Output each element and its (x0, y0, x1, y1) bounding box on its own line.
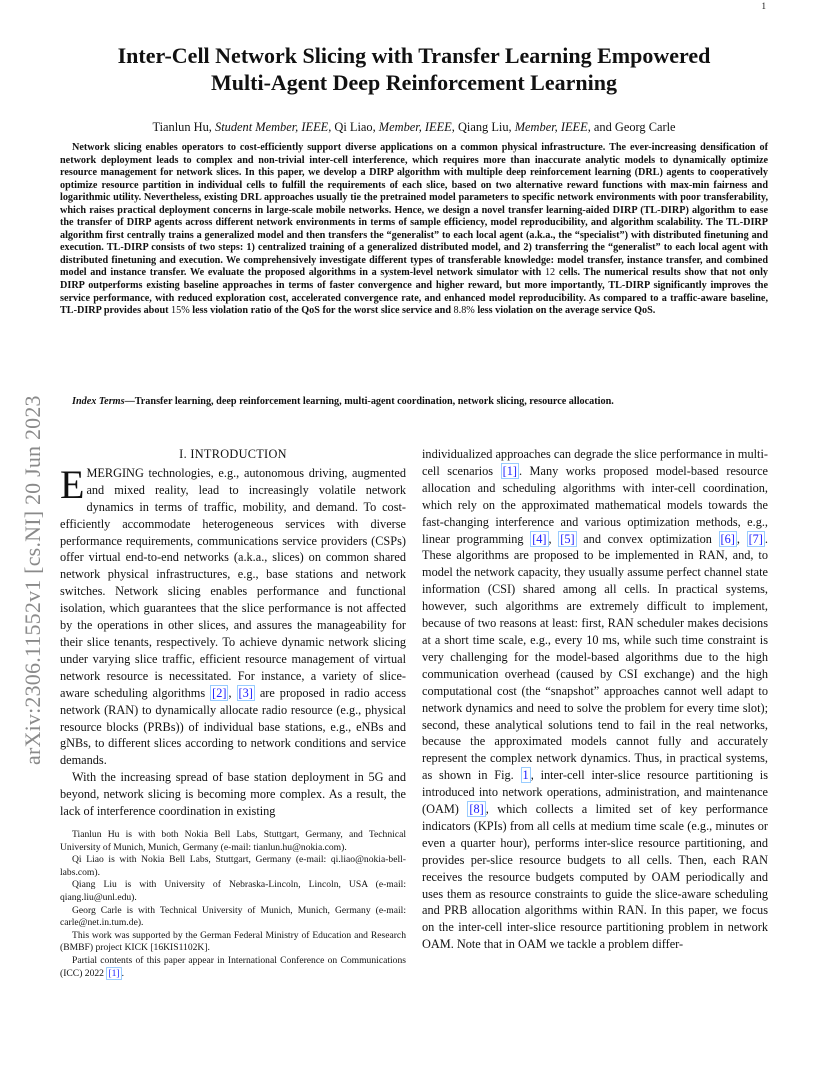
footnote-4: Georg Carle is with Technical University of Munich, Munich, Germany (e-mail: carle@net.in.tum.de). (60, 904, 406, 929)
right-text-f: . These algorithms are proposed to be implemented in RAN, and, to model the network capacity, they usually assume perfect channel state information (CSI) shared among all cells. In practical systems, however, such algorithms are extremely difficult to implement, because of two reasons at least: first, RAN scheduler makes decisions at a short time scale, e.g., every 10 ms, while such time constraint is very challenging for the model-based algorithms due to the high communication overhead (caused by CSI exchange) and the high computational cost (the “snapshot” approaches cannot well adapt to network dynamics and need to solve the problem for every time slot); second, these analytical solutions tend to fail in the real networks, because the approximated models cannot fully and accurately represent the complex network dynamics. Thus, in practical systems, as shown in Fig. (422, 531, 768, 783)
author-4: , and Georg Carle (587, 120, 676, 134)
right-text-d: and convex optimization (576, 531, 719, 546)
author-1-role: Student Member, IEEE (215, 120, 329, 134)
arxiv-identifier[interactable]: arXiv:2306.11552v1 [cs.NI] 20 Jun 2023 (20, 395, 45, 765)
intro-text-1a: MERGING technologies, e.g., autonomous driving, augmented and mixed reality, lead to increasingly volatile network dynamics in terms of traffic, mobility, and demand. To cost-efficiently accommodate heterogeneous services with diverse performance requirements, communications service providers (CSPs) offer virtual end-to-end networks (a.k.a., slices) on common shared network physical infrastructures, e.g., base stations and network switches. Network slicing enables performance and functional isolation, which guarantees that the slice performance is not affected by the operations in other slices, and assures the manageability for their slice tenants, respectively. To achieve dynamic network slicing under varying slice traffic, efficient resource management of virtual network resource is necessitated. For instance, a variety of slice-aware scheduling algorithms (60, 465, 406, 700)
section-heading-introduction: I. INTRODUCTION (179, 447, 287, 461)
paper-title (60, 42, 768, 96)
abstract-cells-number: 12 (544, 267, 556, 279)
abstract (60, 142, 768, 318)
footnote-citation-1[interactable]: [1] (108, 967, 120, 979)
footnote-6 (60, 955, 406, 980)
author-1: Tianlun Hu, (152, 120, 215, 134)
abstract-text-2: cells. The numerical results show that not only DIRP outperforms existing baseline approaches in terms of faster convergence and higher reward, but more importantly, TL-DIRP significantly improves the service performance, with reduced exploration cost, accelerated convergence rate, and enhanced model reproducibility. As compared to a traffic-aware baseline, TL-DIRP provides about (60, 267, 768, 317)
right-text-g: , inter-cell inter-slice resource partitioning is introduced into network operations, administration, and maintenance (OAM) (422, 768, 768, 817)
right-text-h: , which collects a limited set of key performance indicators (KPIs) from all cells at medium time scale (e.g., minutes or even a quarter hour), performs inter-slice resource partitioning, and provides per-slice resource budgets to all cells. Then, each RAN receives the resource budgets computed by OAM periodically and uses them as resource constraints to guide the slice-aware scheduling and PRB allocation algorithms within RAN. In this paper, we focus on the inter-cell inter-slice resource partitioning problem in network OAM. Note that in OAM we tackle a problem differ- (422, 802, 769, 952)
title-line-1: Inter-Cell Network Slicing with Transfer Learning Empowered (117, 43, 711, 68)
index-terms (60, 395, 768, 408)
author-3-role: Member, IEEE (514, 120, 588, 134)
author-2-role: Member, IEEE (378, 120, 452, 134)
citation-8[interactable]: [8] (469, 802, 484, 817)
footnote-6-text: Partial contents of this paper appear in International Conference on Communications (ICC) 2022 (60, 954, 406, 979)
index-terms-label: Index Terms (72, 396, 125, 407)
citation-7[interactable]: [7] (748, 531, 763, 546)
intro-paragraph-1 (60, 461, 407, 769)
author-3: , Qiang Liu, (451, 120, 515, 134)
abstract-text-1: Network slicing enables operators to cost-efficiently support diverse applications on a common physical infrastructure. The ever-increasing densification of network deployment leads to complex and non-trivial inter-cell interference, which requires more than inaccurate analytic models to dynamically optimize resource management for network slices. In this paper, we develop a DIRP algorithm with multiple deep reinforcement learning (DRL) agents to cooperatively optimize resource partition in individual cells to fulfill the requirements of each slice, based on two alternative reward functions with max-min fairness and logarithmic utility. Nevertheless, existing DRL approaches usually tie the pretrained model parameters to specific network environments with poor transferability, which raises practical deployment concerns in large-scale mobile networks. Hence, we design a novel transfer learning-aided DIRP (TL-DIRP) algorithm to ease the transfer of DIRP agents across different network environments in terms of sample efficiency, model reproducibility, and algorithm scalability. The TL-DIRP algorithm first centrally trains a generalized model and then transfers the “generalist” to each local agent (a.k.a., the “specialist”) with distributed finetuning and execution. TL-DIRP consists of two steps: 1) centralized training of a generalized distributed model, and 2) transferring the “generalist” to each local agent with distributed finetuning and execution. We comprehensively investigate different types of transferable knowledge: model transfer, instance transfer, and combined model and instance transfer. We evaluate the proposed algorithms in a system-level network simulator with (60, 142, 768, 279)
intro-paragraph-2: With the increasing spread of base station deployment in 5G and beyond, network slicing is becoming more complex. As a result, the lack of interference coordination in existing (60, 770, 406, 819)
citation-6[interactable]: [6] (720, 531, 735, 546)
right-text-e: , (736, 531, 747, 546)
index-terms-text: —Transfer learning, deep reinforcement learning, multi-agent coordination, network slicing, resource allocation. (124, 396, 614, 407)
left-column (60, 446, 406, 820)
intro-text-1b: , (228, 685, 237, 700)
abstract-text-4: less violation on the average service QoS. (474, 305, 656, 317)
abstract-percent-1: 15% (171, 305, 190, 317)
right-text-a: individualized approaches can degrade the slice performance in multi-cell scenarios (422, 447, 768, 478)
citation-1[interactable]: [1] (502, 463, 517, 478)
footnote-3: Qiang Liu is with University of Nebraska-Lincoln, Lincoln, USA (e-mail: qiang.liu@unl.edu). (60, 879, 406, 903)
right-text-c: , (548, 531, 559, 546)
footnote-6-end: . (121, 967, 124, 979)
page-number: 1 (761, 1, 766, 11)
abstract-text-3: less violation ratio of the QoS for the worst slice service and (189, 305, 454, 317)
intro-text-1c: are proposed in radio access network (RAN) to dynamically allocate radio resource (e.g., physical resource blocks (PRBs)) of individual base stations, e.g., eNBs and gNBs, to different slices according to network conditions and service demands. (60, 685, 407, 768)
footnotes (60, 829, 406, 980)
citation-4[interactable]: [4] (532, 531, 547, 546)
right-paragraph-1 (422, 446, 768, 953)
figure-1-link[interactable]: 1 (522, 768, 529, 783)
citation-5[interactable]: [5] (560, 531, 575, 546)
author-list (60, 120, 768, 135)
citation-3[interactable]: [3] (238, 685, 253, 700)
abstract-percent-2: 8.8% (453, 305, 475, 317)
author-2: , Qi Liao, (328, 120, 379, 134)
drop-cap: E (60, 461, 85, 507)
footnote-1: Tianlun Hu is with both Nokia Bell Labs, Stuttgart, Germany, and Technical University of Munich, Munich, Germany (e-mail: tianlun.hu@nokia.com). (60, 829, 406, 853)
title-line-2: Multi-Agent Deep Reinforcement Learning (211, 70, 617, 95)
right-text-b: . Many works proposed model-based resource allocation and scheduling algorithms with inter-cell coordination, which rely on the approximated mathematical models towards the fast-changing interference and various optimization methods, e.g., linear programming (422, 463, 769, 546)
footnote-5: This work was supported by the German Federal Ministry of Education and Research (BMBF) project KICK [16KIS1102K]. (60, 929, 406, 954)
footnote-2: Qi Liao is with Nokia Bell Labs, Stuttgart, Germany (e-mail: qi.liao@nokia-bell-labs.com). (60, 854, 406, 878)
citation-2[interactable]: [2] (212, 685, 227, 700)
right-column (422, 446, 768, 953)
